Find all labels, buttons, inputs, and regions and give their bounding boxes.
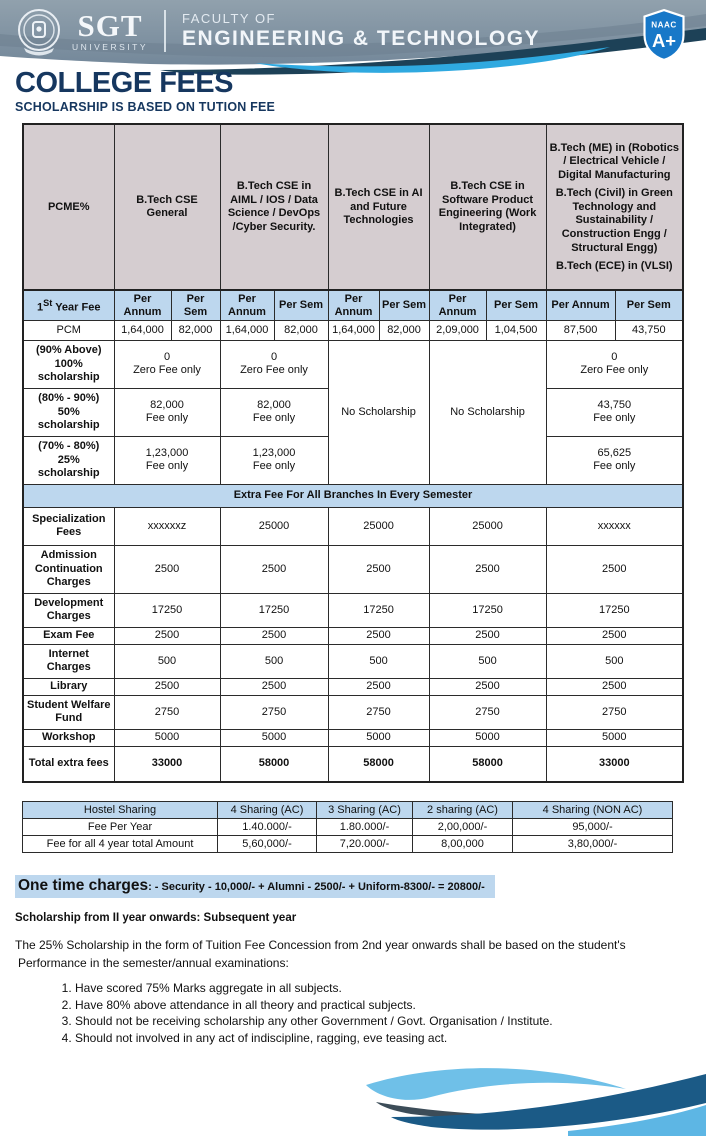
scholarship-cell: 82,000 Fee only	[114, 388, 220, 436]
scholarship-paragraph: The 25% Scholarship in the form of Tuition Fee Concession from 2nd year onwards shall be based on the student's Performance in the semester/annual examinations:	[15, 938, 626, 970]
fee-value: 500	[220, 644, 328, 678]
fee-value: 5000	[429, 729, 546, 746]
fee-value: 2500	[114, 545, 220, 593]
fee-value: 2750	[328, 695, 429, 729]
fee-value: 1,64,000	[328, 320, 379, 340]
fee-value: 500	[328, 644, 429, 678]
scholarship-label: (90% Above) 100% scholarship	[23, 340, 114, 388]
fee-value: 87,500	[546, 320, 615, 340]
fee-value: 2500	[429, 545, 546, 593]
svg-text:NAAC: NAAC	[651, 20, 677, 30]
hostel-value: 1.80.000/-	[317, 819, 413, 836]
fee-value: 2,09,000	[429, 320, 486, 340]
scholarship-cell: 43,750 Fee only	[546, 388, 683, 436]
hostel-table	[22, 801, 673, 853]
faculty-line1: FACULTY OF	[182, 11, 276, 27]
scholarship-cell: 0 Zero Fee only	[220, 340, 328, 388]
hostel-header: Hostel Sharing	[23, 802, 218, 819]
svg-text:A+: A+	[651, 29, 677, 51]
hostel-value: 5,60,000/-	[218, 836, 317, 853]
fee-value: 500	[114, 644, 220, 678]
extra-fee-row: Exam Fee 2500 2500 2500 2500 2500	[23, 627, 683, 644]
scholarship-label: (70% - 80%) 25% scholarship	[23, 436, 114, 484]
fee-total: 33000	[546, 746, 683, 782]
scholarship-row-100	[23, 340, 683, 388]
faculty-title	[182, 12, 540, 49]
scholarship-cell: 65,625 Fee only	[546, 436, 683, 484]
fee-value: 2500	[220, 545, 328, 593]
fee-value: 2500	[114, 678, 220, 695]
fee-value: 25000	[429, 507, 546, 545]
one-time-charges-detail: : - Security - 10,000/- + Alumni - 2500/- + Uniform-8300/- = 20800/-	[148, 881, 485, 894]
fee-value: 500	[429, 644, 546, 678]
hostel-row	[23, 836, 673, 853]
header-banner	[0, 0, 706, 62]
logo-divider	[164, 10, 166, 52]
fee-value: 17250	[546, 593, 683, 627]
per-annum-header: Per Annum	[328, 290, 379, 320]
sgt-university-label: UNIVERSITY	[72, 42, 149, 53]
fee-value: 2500	[546, 627, 683, 644]
footer-wave-decoration	[336, 1058, 706, 1136]
per-annum-header: Per Annum	[220, 290, 274, 320]
fee-value: 1,04,500	[486, 320, 546, 340]
sgt-emblem-icon	[14, 6, 64, 56]
naac-badge-icon	[642, 9, 686, 66]
sgt-name: SGT	[77, 8, 143, 44]
hostel-header: 4 Sharing (AC)	[218, 802, 317, 819]
condition-item: 4. Should not involved in any act of indiscipline, ragging, eve teasing act.	[75, 1031, 706, 1045]
fee-value: 2500	[220, 678, 328, 695]
fee-value: 2500	[429, 627, 546, 644]
fee-total: 33000	[114, 746, 220, 782]
program-header: B.Tech CSE General	[114, 124, 220, 290]
per-annum-header: Per Annum	[114, 290, 171, 320]
fee-value: 2500	[114, 627, 220, 644]
fee-value: 82,000	[171, 320, 220, 340]
hostel-header: 4 Sharing (NON AC)	[513, 802, 673, 819]
faculty-line2: ENGINEERING & TECHNOLOGY	[182, 26, 541, 50]
condition-item: 3. Should not be receiving scholarship any other Government / Govt. Organisation / Institute.	[75, 1014, 706, 1028]
extra-fee-row: Specialization Fees xxxxxxz 25000 25000 25000 xxxxxx	[23, 507, 683, 545]
hostel-header-row	[23, 802, 673, 819]
hostel-row-label: Fee for all 4 year total Amount	[23, 836, 218, 853]
extra-fee-row: Student Welfare Fund 2750 2750 2750 2750 2750	[23, 695, 683, 729]
corner-label: PCME%	[23, 124, 114, 290]
no-scholarship-cell: No Scholarship	[429, 340, 546, 484]
fee-value: 2500	[328, 678, 429, 695]
page-subtitle: SCHOLARSHIP IS BASED ON TUTION FEE	[15, 100, 276, 115]
hostel-row	[23, 819, 673, 836]
first-year-fee-row	[23, 290, 683, 320]
scholarship-conditions-list	[0, 981, 706, 1045]
fee-value: 17250	[429, 593, 546, 627]
extra-fee-row: Development Charges 17250 17250 17250 17250 17250	[23, 593, 683, 627]
extra-fee-banner: Extra Fee For All Branches In Every Semester	[23, 484, 683, 507]
fee-value: 5000	[220, 729, 328, 746]
fee-value: 25000	[220, 507, 328, 545]
program-header: B.Tech CSE in AI and Future Technologies	[328, 124, 429, 290]
scholarship-cell: 0 Zero Fee only	[546, 340, 683, 388]
extra-fee-row: Internet Charges 500 500 500 500 500	[23, 644, 683, 678]
fee-value: 2750	[546, 695, 683, 729]
one-time-charges	[15, 875, 495, 898]
subsequent-year-note: Scholarship from II year onwards: Subsequent year	[15, 912, 297, 925]
fee-value: 43,750	[615, 320, 683, 340]
fee-value: 1,64,000	[220, 320, 274, 340]
sgt-logo	[14, 6, 540, 56]
program-header: B.Tech (ME) in (Robotics / Electrical Vehicle / Digital Manufacturing B.Tech (Civil) in Green Technology and Sustainability / Construction Engg / Structural Engg) B.Tech (ECE) in (VLSI)	[546, 124, 683, 290]
extra-fee-row: Admission Continuation Charges 2500 2500 2500 2500 2500	[23, 545, 683, 593]
per-sem-header: Per Sem	[274, 290, 328, 320]
scholarship-cell: 82,000 Fee only	[220, 388, 328, 436]
no-scholarship-cell: No Scholarship	[328, 340, 429, 484]
fee-value: 2500	[546, 545, 683, 593]
per-sem-header: Per Sem	[379, 290, 429, 320]
hostel-row-label: Fee Per Year	[23, 819, 218, 836]
extra-fee-row: Library 2500 2500 2500 2500 2500	[23, 678, 683, 695]
fee-value: 2750	[429, 695, 546, 729]
scholarship-cell: 1,23,000 Fee only	[114, 436, 220, 484]
hostel-value: 1.40.000/-	[218, 819, 317, 836]
total-extra-fees-row: Total extra fees 33000 58000 58000 58000 33000	[23, 746, 683, 782]
fee-value: 2750	[114, 695, 220, 729]
hostel-value: 95,000/-	[513, 819, 673, 836]
hostel-value: 3,80,000/-	[513, 836, 673, 853]
per-annum-header: Per Annum	[546, 290, 615, 320]
hostel-header: 2 sharing (AC)	[413, 802, 513, 819]
fee-value: 2500	[220, 627, 328, 644]
per-annum-header: Per Annum	[429, 290, 486, 320]
fee-value: 2500	[546, 678, 683, 695]
condition-item: 2. Have 80% above attendance in all theory and practical subjects.	[75, 998, 706, 1012]
fee-value: 82,000	[379, 320, 429, 340]
scholarship-cell: 0 Zero Fee only	[114, 340, 220, 388]
condition-item: 1. Have scored 75% Marks aggregate in all subjects.	[75, 981, 706, 995]
fee-value: 2500	[328, 545, 429, 593]
program-header: B.Tech CSE in Software Product Engineering (Work Integrated)	[429, 124, 546, 290]
fee-value: 2750	[220, 695, 328, 729]
hostel-value: 8,00,000	[413, 836, 513, 853]
extra-fee-banner-row	[23, 484, 683, 507]
program-header: B.Tech CSE in AIML / IOS / Data Science / DevOps /Cyber Security.	[220, 124, 328, 290]
fee-total: 58000	[220, 746, 328, 782]
fee-value: 25000	[328, 507, 429, 545]
fee-value: xxxxxx	[546, 507, 683, 545]
fee-value: 82,000	[274, 320, 328, 340]
fee-total: 58000	[328, 746, 429, 782]
per-sem-header: Per Sem	[615, 290, 683, 320]
fee-value: 1,64,000	[114, 320, 171, 340]
fee-value: 17250	[220, 593, 328, 627]
fee-value: 17250	[114, 593, 220, 627]
pcm-row	[23, 320, 683, 340]
page-title: COLLEGE FEES	[15, 67, 233, 99]
fee-total: 58000	[429, 746, 546, 782]
hostel-value: 7,20.000/-	[317, 836, 413, 853]
per-sem-header: Per Sem	[486, 290, 546, 320]
first-year-fee-label: 1St Year Fee	[23, 290, 114, 320]
sgt-wordmark	[72, 10, 148, 52]
fee-value: 2500	[429, 678, 546, 695]
fee-value: 5000	[546, 729, 683, 746]
extra-fee-row: Workshop 5000 5000 5000 5000 5000	[23, 729, 683, 746]
fee-value: 2500	[328, 627, 429, 644]
fee-value: 500	[546, 644, 683, 678]
fee-value: 17250	[328, 593, 429, 627]
fees-table	[22, 123, 684, 783]
one-time-charges-title: One time charges	[18, 877, 149, 895]
hostel-header: 3 Sharing (AC)	[317, 802, 413, 819]
pcm-label: PCM	[23, 320, 114, 340]
scholarship-label: (80% - 90%) 50% scholarship	[23, 388, 114, 436]
fee-value: xxxxxxz	[114, 507, 220, 545]
per-sem-header: Per Sem	[171, 290, 220, 320]
hostel-value: 2,00,000/-	[413, 819, 513, 836]
program-header-row	[23, 124, 683, 290]
scholarship-cell: 1,23,000 Fee only	[220, 436, 328, 484]
fee-value: 5000	[328, 729, 429, 746]
fee-value: 5000	[114, 729, 220, 746]
